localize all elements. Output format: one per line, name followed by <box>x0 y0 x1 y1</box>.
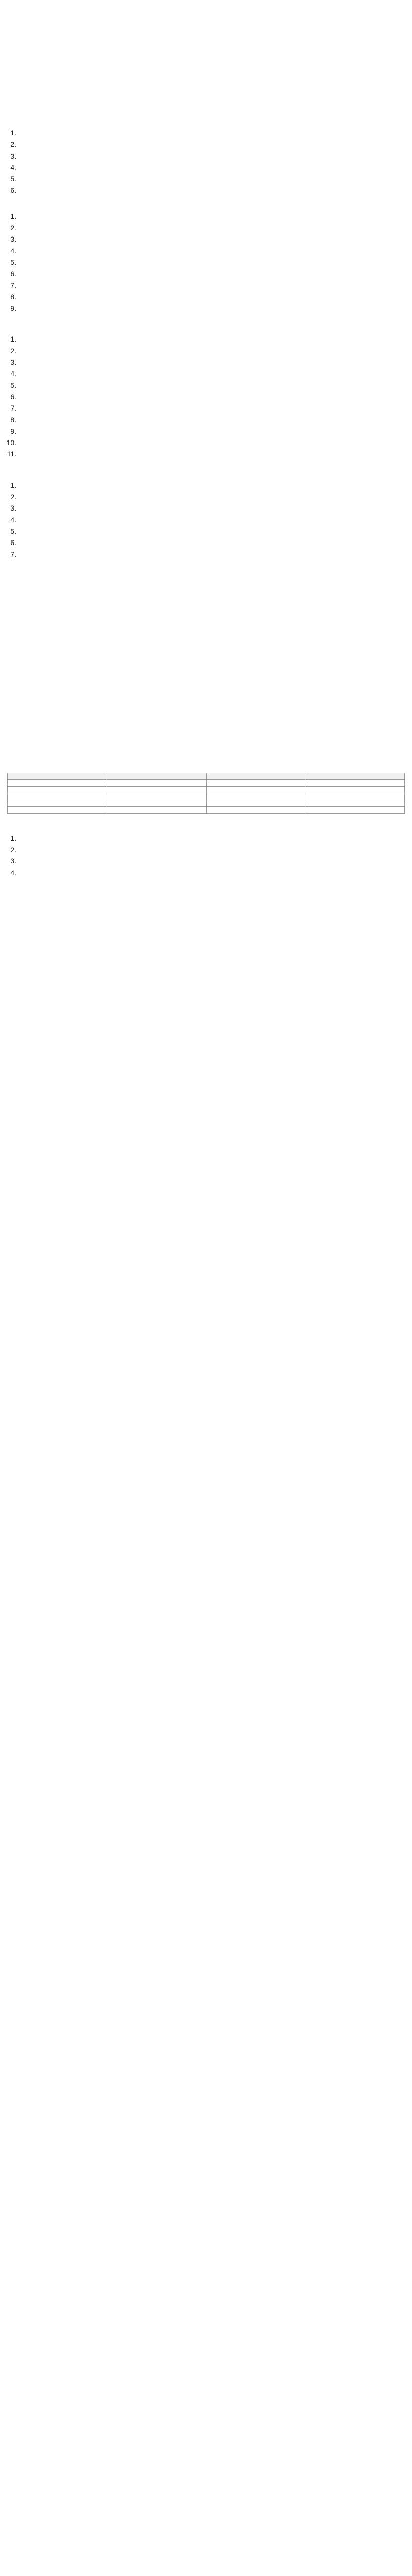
list-item <box>19 162 405 173</box>
list-item <box>19 357 405 367</box>
list-item <box>19 868 405 878</box>
list-item <box>19 426 405 436</box>
qa-block <box>7 567 405 626</box>
question-text <box>7 885 405 895</box>
list-item <box>19 480 405 490</box>
table-cell <box>206 800 305 806</box>
table-cell <box>206 779 305 786</box>
list-item <box>19 515 405 525</box>
answer-list <box>7 480 405 560</box>
list-item <box>19 234 405 244</box>
table-cell <box>107 793 206 800</box>
list-item <box>19 368 405 379</box>
list-item <box>19 280 405 291</box>
list-item <box>19 844 405 855</box>
table-cell <box>305 800 405 806</box>
answer-paragraph <box>7 672 405 681</box>
answer-paragraph <box>7 726 405 736</box>
question-text <box>7 688 405 699</box>
table-row-header <box>8 779 107 786</box>
table-row-header <box>8 800 107 806</box>
table-cell <box>107 806 206 813</box>
question-text <box>7 743 405 753</box>
table-cell <box>206 786 305 793</box>
list-item <box>19 503 405 513</box>
list-item <box>19 392 405 402</box>
table-cell <box>206 793 305 800</box>
qa-block <box>7 467 405 560</box>
table-row <box>8 779 405 786</box>
table-cell <box>107 779 206 786</box>
document-page <box>0 0 412 940</box>
qa-block <box>7 91 405 313</box>
table-row <box>8 786 405 793</box>
table-cell <box>206 806 305 813</box>
qa-block <box>7 634 405 681</box>
list-item <box>19 380 405 391</box>
list-item <box>19 403 405 413</box>
section-list <box>7 211 405 314</box>
answer-paragraph <box>7 62 405 71</box>
section-subheading <box>7 104 405 113</box>
question-text <box>7 320 405 331</box>
section-intro <box>7 115 405 125</box>
table-row-header <box>8 793 107 800</box>
answer-paragraph <box>7 49 405 59</box>
question-text <box>7 820 405 830</box>
list-item <box>19 223 405 233</box>
qa-block <box>7 24 405 83</box>
qa-block <box>7 743 405 766</box>
answer-paragraph <box>7 899 405 908</box>
answer-paragraph <box>7 605 405 614</box>
list-item <box>19 549 405 560</box>
question-text <box>7 91 405 101</box>
table-header-cell <box>206 773 305 779</box>
list-item <box>19 257 405 267</box>
table-row-header <box>8 786 107 793</box>
section-subheading <box>7 200 405 209</box>
list-item <box>19 856 405 866</box>
comparison-table <box>7 773 405 814</box>
answer-paragraph <box>7 714 405 723</box>
answer-paragraph <box>7 592 405 602</box>
table-row-header <box>8 806 107 813</box>
answer-paragraph <box>7 580 405 589</box>
answer-paragraph <box>7 702 405 711</box>
list-item <box>19 268 405 279</box>
list-item <box>19 246 405 256</box>
question-text <box>7 634 405 644</box>
qa-block <box>7 885 405 920</box>
list-item <box>19 128 405 138</box>
table-header-cell <box>305 773 405 779</box>
table-cell <box>305 793 405 800</box>
table-row <box>8 793 405 800</box>
answer-paragraph <box>7 659 405 669</box>
table-header-row <box>8 773 405 779</box>
list-item <box>19 492 405 502</box>
answer-paragraph <box>7 37 405 46</box>
answer-list <box>7 334 405 459</box>
list-item <box>19 415 405 425</box>
answer-paragraph <box>7 617 405 626</box>
list-item <box>19 185 405 195</box>
qa-block <box>7 688 405 736</box>
table-header-cell <box>107 773 206 779</box>
list-item <box>19 449 405 459</box>
table-cell <box>107 786 206 793</box>
question-text <box>7 24 405 34</box>
answer-paragraph <box>7 911 405 920</box>
list-item <box>19 139 405 149</box>
list-item <box>19 151 405 161</box>
qa-block <box>7 320 405 459</box>
page-title <box>7 5 405 20</box>
table-cell <box>107 800 206 806</box>
answer-paragraph <box>7 647 405 656</box>
list-item <box>19 292 405 302</box>
table-cell <box>305 806 405 813</box>
table-header-cell <box>8 773 107 779</box>
list-item <box>19 437 405 448</box>
answer-list <box>7 833 405 878</box>
answer-paragraph <box>7 74 405 83</box>
table-row <box>8 800 405 806</box>
list-item <box>19 537 405 548</box>
list-item <box>19 303 405 313</box>
qa-blocks-tail <box>7 820 405 920</box>
list-item <box>19 174 405 184</box>
qa-block <box>7 820 405 878</box>
answer-paragraph <box>7 756 405 766</box>
table-cell <box>305 779 405 786</box>
table-cell <box>305 786 405 793</box>
section-list <box>7 128 405 196</box>
list-item <box>19 334 405 344</box>
qa-blocks <box>7 24 405 766</box>
list-item <box>19 526 405 536</box>
table-body <box>8 779 405 813</box>
list-item <box>19 833 405 843</box>
table-row <box>8 806 405 813</box>
question-text <box>7 567 405 577</box>
question-text <box>7 467 405 477</box>
list-item <box>19 211 405 222</box>
list-item <box>19 346 405 356</box>
